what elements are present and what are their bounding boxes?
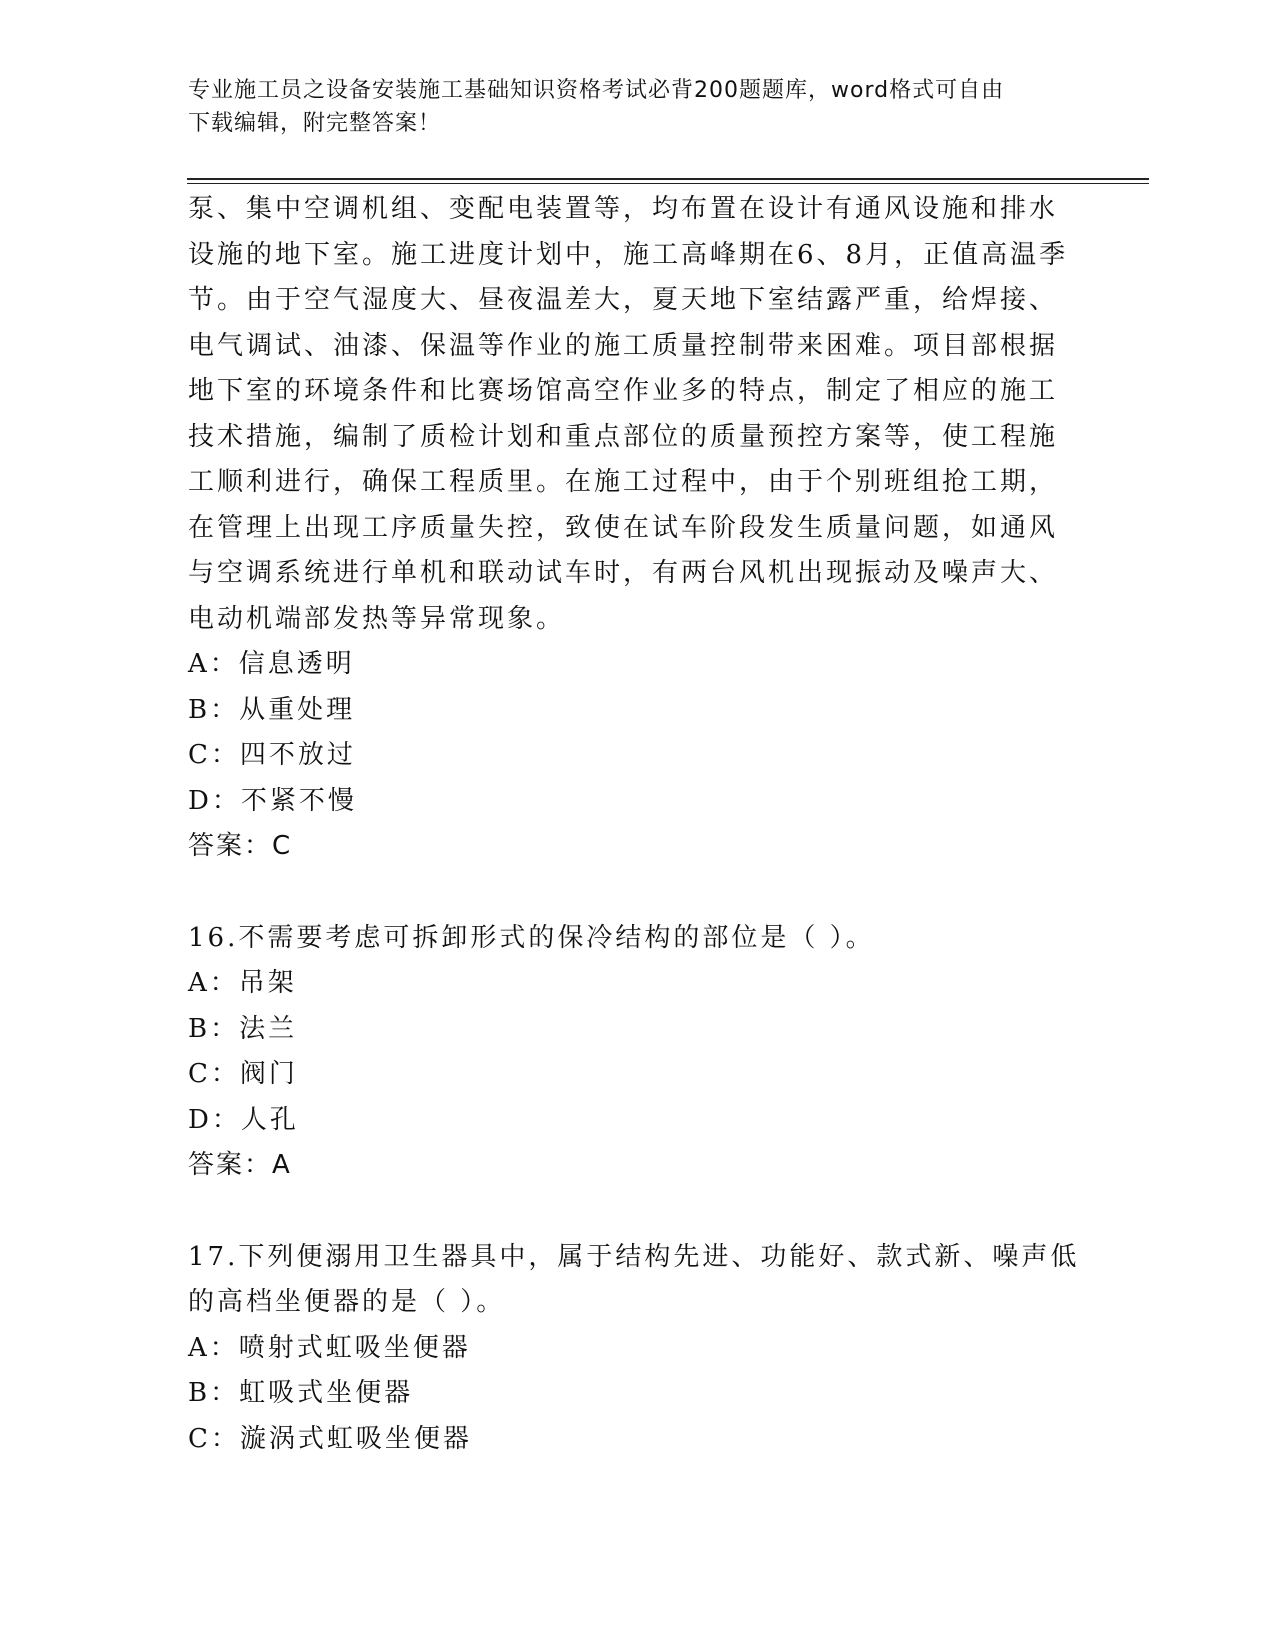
option-b: B：虹吸式坐便器: [188, 1378, 414, 1408]
question-text-line: 16.不需要考虑可拆卸形式的保冷结构的部位是（ ）。: [188, 922, 875, 953]
question-15: [188, 187, 1088, 870]
option-c: C：阀门: [188, 1059, 298, 1089]
question-text-line: 技术措施，编制了质检计划和重点部位的质量预控方案等，使工程施: [188, 421, 1059, 452]
question-text-line: 工顺利进行，确保工程质里。在施工过程中，由于个别班组抢工期，: [188, 467, 1059, 497]
option-c: C：漩涡式虹吸坐便器: [188, 1423, 472, 1454]
question-text-line: 节。由于空气湿度大、昼夜温差大，夏天地下室结露严重，给焊接、: [188, 285, 1059, 315]
question-text-line: 17.下列便溺用卫生器具中，属于结构先进、功能好、款式新、噪声低: [188, 1241, 1080, 1272]
question-text-line: 在管理上出现工序质量失控，致使在试车阶段发生质量问题，如通风: [188, 512, 1059, 543]
answer: 答案：A: [188, 1150, 292, 1180]
question-text-line: 与空调系统进行单机和联动试车时，有两台风机出现振动及噪声大、: [188, 558, 1059, 588]
question-text-line: 泵、集中空调机组、变配电装置等，均布置在设计有通风设施和排水: [188, 194, 1059, 224]
option-b: B：从重处理: [188, 694, 356, 725]
question-17: [188, 1235, 1088, 1463]
header-line-2: 下载编辑，附完整答案！: [188, 111, 442, 136]
header-line-1: 专业施工员之设备安装施工基础知识资格考试必背200题题库，word格式可自由: [188, 78, 1005, 103]
option-a: A：信息透明: [188, 649, 355, 679]
question-text-line: 设施的地下室。施工进度计划中，施工高峰期在6、8月，正值高温季: [188, 239, 1069, 270]
option-c: C：四不放过: [188, 740, 356, 770]
spacer: [188, 1189, 1088, 1235]
option-a: A：吊架: [188, 968, 297, 998]
option-a: A：喷射式虹吸坐便器: [188, 1332, 471, 1363]
question-text-line: 的高档坐便器的是（ ）。: [188, 1287, 506, 1317]
option-b: B：法兰: [188, 1013, 298, 1044]
document-body: [188, 187, 1088, 1462]
header-divider-thin: [187, 183, 1149, 184]
question-text-line: 电动机端部发热等异常现象。: [188, 603, 566, 634]
header-divider: [187, 178, 1149, 180]
document-header: [188, 74, 1068, 140]
question-16: [188, 916, 1088, 1189]
option-d: D：人孔: [188, 1104, 299, 1135]
answer: 答案：C: [188, 831, 293, 861]
question-text-line: 地下室的环境条件和比赛场馆高空作业多的特点，制定了相应的施工: [188, 376, 1059, 406]
option-d: D：不紧不慢: [188, 785, 357, 816]
spacer: [188, 870, 1088, 916]
question-text-line: 电气调试、油漆、保温等作业的施工质量控制带来困难。项目部根据: [188, 330, 1059, 361]
